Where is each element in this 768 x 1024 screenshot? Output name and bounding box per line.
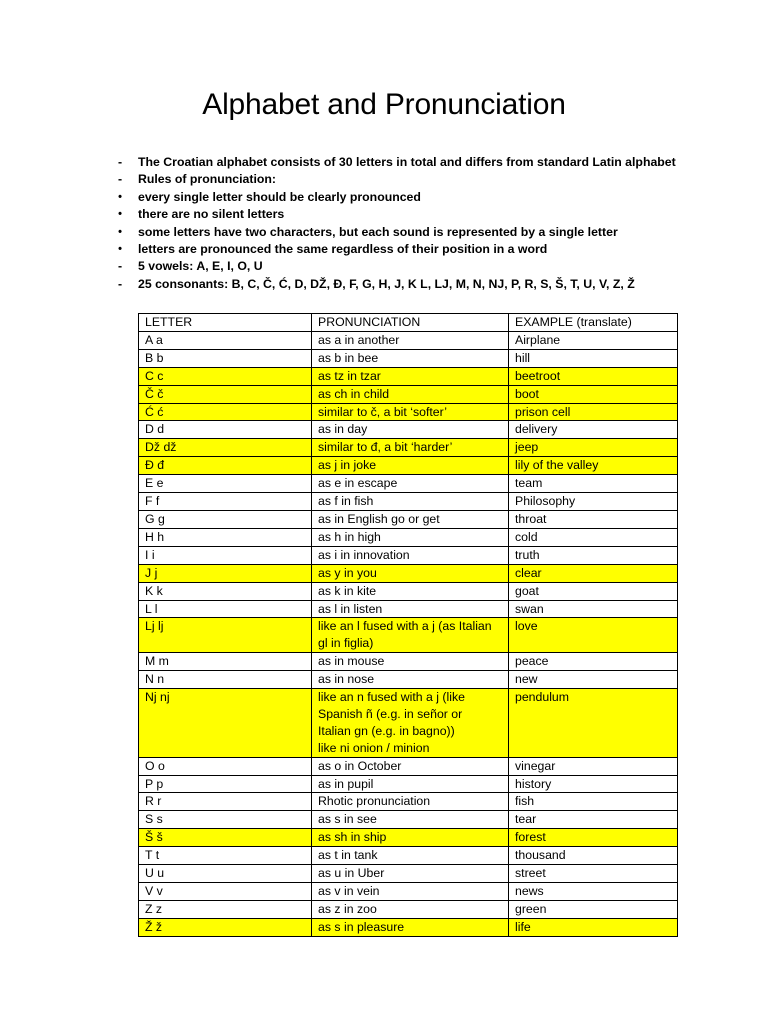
table-row	[139, 671, 678, 689]
example-cell: forest	[509, 829, 678, 847]
example-cell: fish	[509, 793, 678, 811]
pronunciation-cell: as s in see	[312, 811, 509, 829]
pronunciation-cell: as j in joke	[312, 457, 509, 475]
pronunciation-cell: like an n fused with a j (like Spanish ñ (e.g. in señor or Italian gn (e.g. in bagno)) like ni onion / minion	[312, 689, 509, 758]
letter-cell: Š š	[139, 829, 312, 847]
pronunciation-cell: as z in zoo	[312, 900, 509, 918]
bullet-marker: •	[118, 190, 122, 203]
example-cell: Philosophy	[509, 493, 678, 511]
table-row	[139, 918, 678, 936]
intro-item-text: every single letter should be clearly pronounced	[138, 189, 421, 204]
pronunciation-cell: as o in October	[312, 757, 509, 775]
letter-cell: Č č	[139, 385, 312, 403]
bullet-marker: •	[118, 225, 122, 238]
pronunciation-cell: as in nose	[312, 671, 509, 689]
table-row	[139, 829, 678, 847]
example-cell: Airplane	[509, 331, 678, 349]
table-row	[139, 689, 678, 758]
table-row	[139, 475, 678, 493]
example-cell: street	[509, 865, 678, 883]
pronunciation-cell: as f in fish	[312, 493, 509, 511]
table-row	[139, 618, 678, 653]
pronunciation-cell: as e in escape	[312, 475, 509, 493]
letter-cell: T t	[139, 847, 312, 865]
example-cell: boot	[509, 385, 678, 403]
example-cell: truth	[509, 546, 678, 564]
table-row	[139, 528, 678, 546]
pronunciation-cell: as l in listen	[312, 600, 509, 618]
table-row	[139, 900, 678, 918]
pronunciation-cell: as b in bee	[312, 349, 509, 367]
example-cell: news	[509, 883, 678, 901]
table-row	[139, 865, 678, 883]
example-cell: swan	[509, 600, 678, 618]
example-cell: life	[509, 918, 678, 936]
example-cell: jeep	[509, 439, 678, 457]
letter-cell: S s	[139, 811, 312, 829]
example-cell: history	[509, 775, 678, 793]
pronunciation-cell: as ch in child	[312, 385, 509, 403]
table-row	[139, 510, 678, 528]
intro-item	[113, 224, 713, 241]
intro-item-text: The Croatian alphabet consists of 30 letters in total and differs from standard Latin alphabet	[138, 155, 676, 169]
table-row	[139, 367, 678, 385]
pronunciation-cell: as k in kite	[312, 582, 509, 600]
letter-cell: P p	[139, 775, 312, 793]
pronunciation-cell: as in day	[312, 421, 509, 439]
letter-cell: Ć ć	[139, 403, 312, 421]
example-cell: throat	[509, 510, 678, 528]
example-cell: cold	[509, 528, 678, 546]
header-example: EXAMPLE (translate)	[509, 314, 678, 332]
intro-item	[113, 241, 713, 258]
letter-cell: O o	[139, 757, 312, 775]
table-row	[139, 493, 678, 511]
letter-cell: Nj nj	[139, 689, 312, 758]
table-header-row	[139, 314, 678, 332]
pronunciation-cell: as tz in tzar	[312, 367, 509, 385]
pronunciation-cell: Rhotic pronunciation	[312, 793, 509, 811]
pronunciation-cell: similar to đ, a bit ‘harder’	[312, 439, 509, 457]
example-cell: thousand	[509, 847, 678, 865]
letter-cell: L l	[139, 600, 312, 618]
letter-cell: E e	[139, 475, 312, 493]
header-pronunciation: PRONUNCIATION	[312, 314, 509, 332]
letter-cell: C c	[139, 367, 312, 385]
table-row	[139, 653, 678, 671]
pronunciation-cell: as i in innovation	[312, 546, 509, 564]
intro-item	[113, 276, 713, 293]
table-row	[139, 582, 678, 600]
example-cell: hill	[509, 349, 678, 367]
table-row	[139, 883, 678, 901]
example-cell: pendulum	[509, 689, 678, 758]
example-cell: tear	[509, 811, 678, 829]
pronunciation-cell: as s in pleasure	[312, 918, 509, 936]
table-row	[139, 403, 678, 421]
intro-item-text: some letters have two characters, but each sound is represented by a single letter	[138, 224, 618, 239]
pronunciation-cell: as sh in ship	[312, 829, 509, 847]
table-row	[139, 349, 678, 367]
intro-item-text: Rules of pronunciation:	[138, 172, 276, 187]
example-cell: lily of the valley	[509, 457, 678, 475]
pronunciation-cell: as v in vein	[312, 883, 509, 901]
table-row	[139, 847, 678, 865]
intro-item	[113, 154, 713, 171]
example-cell: peace	[509, 653, 678, 671]
pronunciation-cell: as t in tank	[312, 847, 509, 865]
letter-cell: B b	[139, 349, 312, 367]
example-cell: green	[509, 900, 678, 918]
letter-cell: J j	[139, 564, 312, 582]
letter-cell: M m	[139, 653, 312, 671]
letter-cell: Dž dž	[139, 439, 312, 457]
example-cell: clear	[509, 564, 678, 582]
bullet-marker: •	[118, 208, 122, 221]
intro-list	[113, 154, 713, 293]
table-row	[139, 793, 678, 811]
table-row	[139, 421, 678, 439]
example-cell: delivery	[509, 421, 678, 439]
example-cell: prison cell	[509, 403, 678, 421]
pronunciation-cell: as in mouse	[312, 653, 509, 671]
letter-cell: Đ đ	[139, 457, 312, 475]
table-row	[139, 385, 678, 403]
intro-item	[113, 206, 713, 223]
intro-item	[113, 171, 713, 188]
intro-item	[113, 258, 713, 275]
letter-cell: I i	[139, 546, 312, 564]
pronunciation-cell: similar to č, a bit ‘softer’	[312, 403, 509, 421]
letter-cell: Ž ž	[139, 918, 312, 936]
letter-cell: D d	[139, 421, 312, 439]
pronunciation-cell: as h in high	[312, 528, 509, 546]
table-row	[139, 331, 678, 349]
letter-cell: G g	[139, 510, 312, 528]
table-row	[139, 600, 678, 618]
table-row	[139, 564, 678, 582]
letter-cell: R r	[139, 793, 312, 811]
example-cell: love	[509, 618, 678, 653]
dash-marker: -	[117, 155, 123, 169]
example-cell: beetroot	[509, 367, 678, 385]
letter-cell: H h	[139, 528, 312, 546]
table-row	[139, 457, 678, 475]
pronunciation-cell: as a in another	[312, 331, 509, 349]
pronunciation-cell: as in pupil	[312, 775, 509, 793]
bullet-marker: •	[118, 242, 122, 255]
pronunciation-cell: as in English go or get	[312, 510, 509, 528]
dash-marker: -	[117, 172, 123, 187]
table-row	[139, 811, 678, 829]
example-cell: goat	[509, 582, 678, 600]
pronunciation-cell: like an l fused with a j (as Italian gl in figlia)	[312, 618, 509, 653]
example-cell: new	[509, 671, 678, 689]
letter-cell: Z z	[139, 900, 312, 918]
intro-item-text: 25 consonants: B, C, Č, Ć, D, DŽ, Đ, F, G, H, J, K L, LJ, M, N, NJ, P, R, S, Š, T, U, V, Z, Ž	[138, 276, 635, 291]
table-row	[139, 775, 678, 793]
intro-item-text: there are no silent letters	[138, 207, 285, 222]
table-row	[139, 757, 678, 775]
letter-cell: Lj lj	[139, 618, 312, 653]
example-cell: vinegar	[509, 757, 678, 775]
letter-cell: N n	[139, 671, 312, 689]
dash-marker: -	[117, 276, 123, 291]
table-row	[139, 546, 678, 564]
example-cell: team	[509, 475, 678, 493]
alphabet-table	[138, 313, 678, 937]
page-title: Alphabet and Pronunciation	[202, 88, 566, 121]
header-letter: LETTER	[139, 314, 312, 332]
letter-cell: F f	[139, 493, 312, 511]
intro-item-text: letters are pronounced the same regardless of their position in a word	[138, 241, 548, 256]
pronunciation-cell: as u in Uber	[312, 865, 509, 883]
dash-marker: -	[117, 259, 123, 274]
intro-item-text: 5 vowels: A, E, I, O, U	[138, 259, 263, 274]
letter-cell: K k	[139, 582, 312, 600]
pronunciation-cell: as y in you	[312, 564, 509, 582]
table-row	[139, 439, 678, 457]
letter-cell: V v	[139, 883, 312, 901]
intro-item	[113, 189, 713, 206]
letter-cell: U u	[139, 865, 312, 883]
letter-cell: A a	[139, 331, 312, 349]
